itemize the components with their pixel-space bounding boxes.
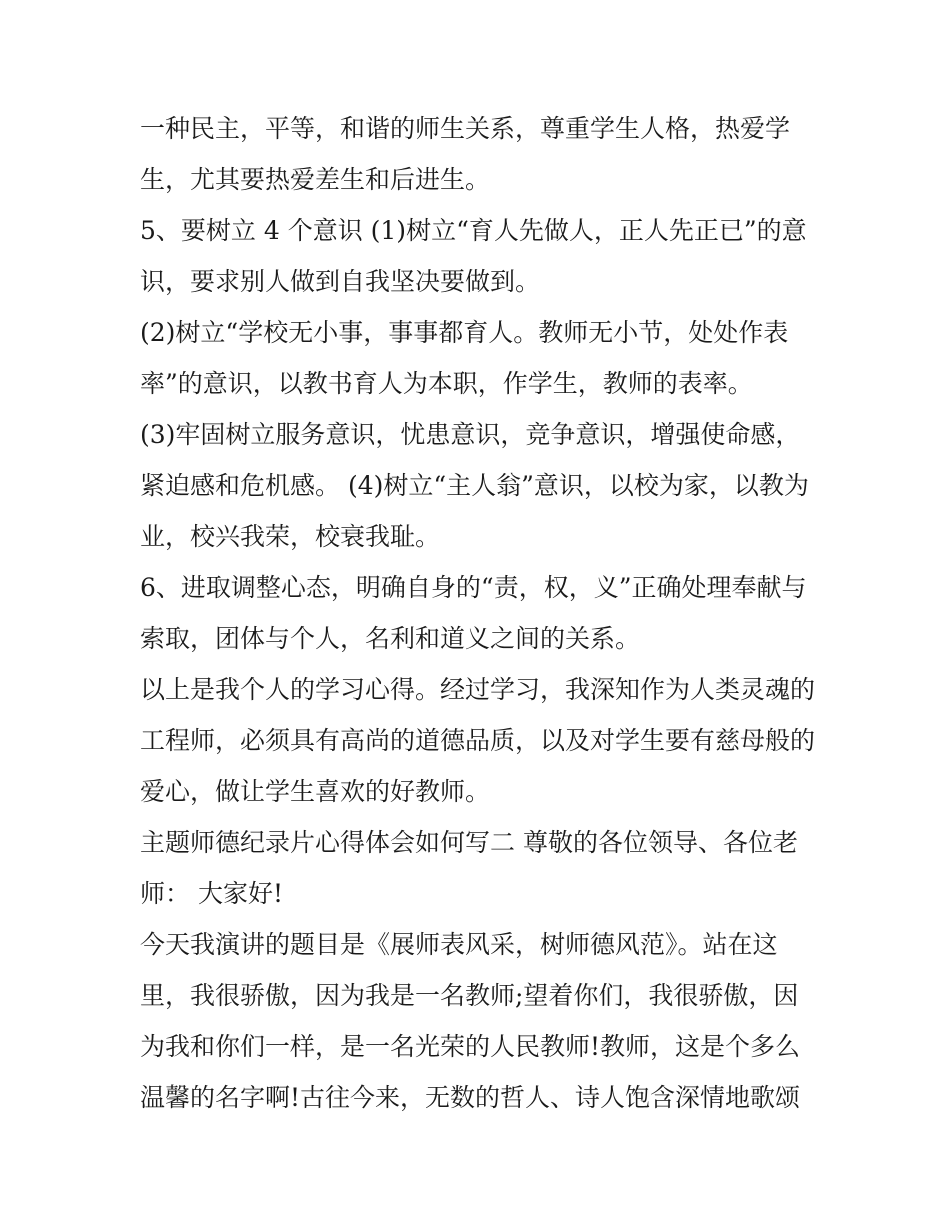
text-line: 5、要树立 4 个意识 (1)树立“育人先做人，正人先正已”的意 — [140, 216, 807, 245]
text-line: 温馨的名字啊!古往今来，无数的哲人、诗人饱含深情地歌颂 — [140, 1083, 801, 1112]
text-line: 为我和你们一样，是一名光荣的人民教师!教师，这是个多么 — [140, 1032, 801, 1061]
text-line: (3)牢固树立服务意识，忧患意识，竞争意识，增强使命感， — [140, 420, 801, 449]
text-line: (2)树立“学校无小事，事事都育人。教师无小节，处处作表 — [140, 318, 789, 347]
text-line: 以上是我个人的学习心得。经过学习，我深知作为人类灵魂的 — [140, 675, 816, 704]
text-line: 6、进取调整心态，明确自身的“责，权，义”正确处理奉献与 — [140, 573, 807, 602]
text-line: 生，尤其要热爱差生和后进生。 — [140, 165, 491, 194]
text-line: 一种民主，平等，和谐的师生关系，尊重学生人格，热爱学 — [140, 114, 791, 143]
text-line: 率”的意识，以教书育人为本职，作学生，教师的表率。 — [140, 369, 753, 398]
text-line: 业，校兴我荣，校衰我耻。 — [140, 522, 441, 551]
text-line: 索取，团体与个人，名利和道义之间的关系。 — [140, 624, 641, 653]
text-line: 主题师德纪录片心得体会如何写二 尊敬的各位领导、各位老 — [140, 828, 798, 857]
text-line: 识，要求别人做到自我坚决要做到。 — [140, 267, 541, 296]
text-line: 里，我很骄傲，因为我是一名教师;望着你们，我很骄傲，因 — [140, 981, 799, 1010]
text-line: 爱心，做让学生喜欢的好教师。 — [140, 777, 491, 806]
text-line: 师： 大家好! — [140, 879, 283, 908]
text-line: 紧迫感和危机感。 (4)树立“主人翁”意识，以校为家，以教为 — [140, 471, 809, 500]
text-line: 今天我演讲的题目是《展师表风采，树师德风范》。站在这 — [140, 930, 778, 959]
text-line: 工程师，必须具有高尚的道德品质，以及对学生要有慈母般的 — [140, 726, 816, 755]
